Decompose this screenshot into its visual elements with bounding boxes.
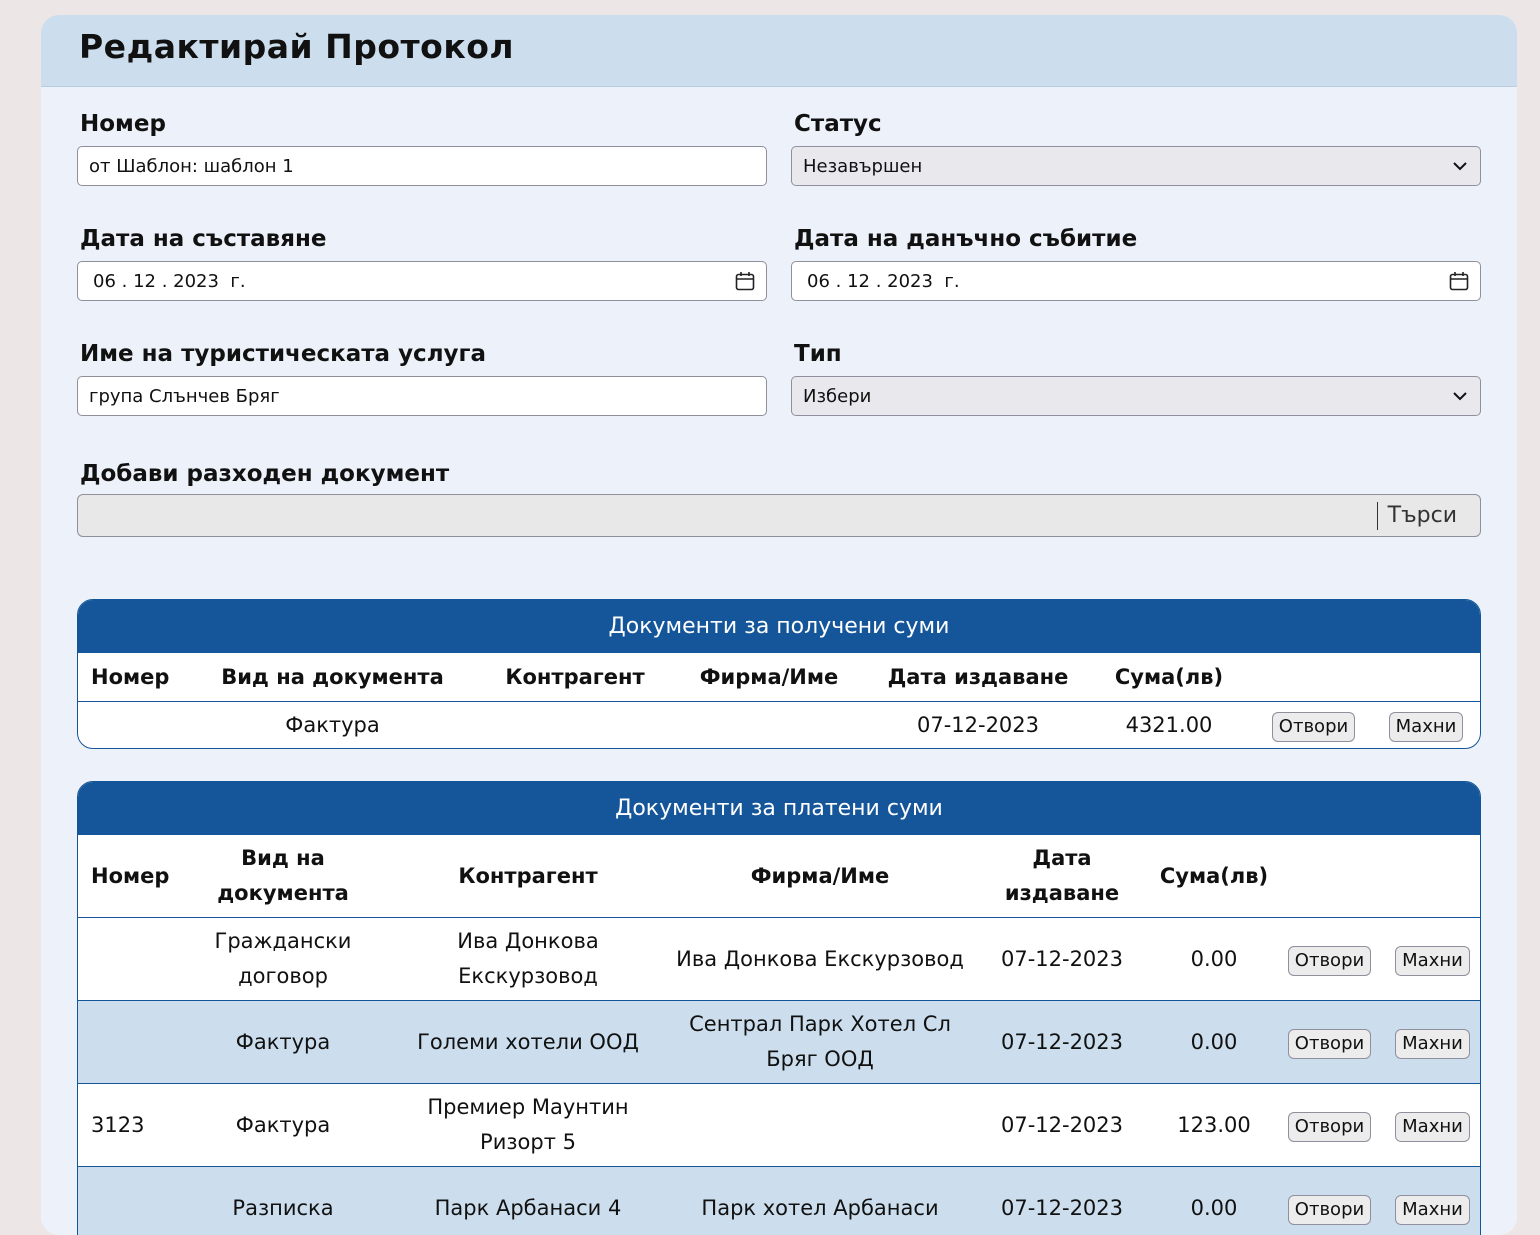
status-select[interactable] [791, 146, 1481, 186]
type-select-value: Избери [803, 386, 871, 407]
cell-date: 07-12-2023 [972, 918, 1152, 1001]
received-docs-table [77, 599, 1481, 749]
col-doc-type: Вид на документа [178, 835, 388, 918]
col-company: Фирма/Име [663, 653, 875, 702]
paid-docs-table [77, 781, 1481, 1235]
page-title: Редактирай Протокол [79, 27, 514, 66]
col-remove [1370, 653, 1481, 702]
number-input[interactable] [77, 146, 767, 186]
open-button[interactable]: Отвори [1272, 712, 1355, 742]
col-amount: Сума(лв) [1152, 835, 1276, 918]
cell-counterparty [487, 702, 663, 749]
table-row [78, 1167, 1481, 1235]
type-select[interactable] [791, 376, 1481, 416]
open-button[interactable]: Отвори [1288, 1029, 1371, 1059]
col-date: Дата издаване [972, 835, 1152, 918]
cell-number [78, 702, 178, 749]
remove-button[interactable]: Махни [1395, 1195, 1470, 1225]
col-counterparty: Контрагент [388, 835, 668, 918]
cell-amount: 0.00 [1152, 918, 1276, 1001]
col-amount: Сума(лв) [1081, 653, 1257, 702]
search-divider [1377, 502, 1378, 530]
expense-search-input[interactable] [77, 494, 1481, 537]
cell-company [668, 1084, 972, 1167]
status-select-value: Незавършен [803, 156, 922, 177]
paid-table-title: Документи за платени суми [78, 782, 1480, 835]
cell-amount: 0.00 [1152, 1167, 1276, 1235]
cell-company: Парк хотел Арбанаси [668, 1167, 972, 1235]
col-number: Номер [78, 835, 178, 918]
table-header-row [78, 835, 1481, 918]
edit-protocol-card [41, 15, 1517, 1235]
col-open [1276, 835, 1383, 918]
service-name-value: група Слънчев Бряг [89, 386, 280, 407]
table-row [78, 702, 1481, 749]
cell-doc-type: Граждански договор [178, 918, 388, 1001]
open-button[interactable]: Отвори [1288, 946, 1371, 976]
cell-doc-type: Фактура [178, 1001, 388, 1084]
remove-button[interactable]: Махни [1395, 946, 1470, 976]
cell-date: 07-12-2023 [875, 702, 1081, 749]
tax-date-label: Дата на данъчно събитие [794, 226, 1137, 252]
search-button[interactable]: Търси [1388, 503, 1457, 528]
cell-number [78, 1167, 178, 1235]
cell-company [663, 702, 875, 749]
number-input-value: от Шаблон: шаблон 1 [89, 156, 294, 177]
remove-button[interactable]: Махни [1389, 712, 1464, 742]
cell-amount: 4321.00 [1081, 702, 1257, 749]
type-label: Тип [794, 341, 842, 367]
col-number: Номер [78, 653, 178, 702]
cell-counterparty: Парк Арбанаси 4 [388, 1167, 668, 1235]
chevron-down-icon [1453, 391, 1467, 401]
col-counterparty: Контрагент [487, 653, 663, 702]
compose-date-value: 06 . 12 . 2023 г. [93, 271, 246, 292]
cell-date: 07-12-2023 [972, 1167, 1152, 1235]
cell-doc-type: Разписка [178, 1167, 388, 1235]
cell-number: 3123 [78, 1084, 178, 1167]
table-header-row [78, 653, 1481, 702]
calendar-icon[interactable] [1449, 271, 1469, 291]
cell-doc-type: Фактура [178, 702, 487, 749]
table-row [78, 1084, 1481, 1167]
cell-amount: 0.00 [1152, 1001, 1276, 1084]
cell-company: Ива Донкова Екскурзовод [668, 918, 972, 1001]
compose-date-label: Дата на съставяне [80, 226, 327, 252]
open-button[interactable]: Отвори [1288, 1112, 1371, 1142]
number-label: Номер [80, 111, 166, 137]
cell-number [78, 918, 178, 1001]
cell-date: 07-12-2023 [972, 1084, 1152, 1167]
service-name-label: Име на туристическата услуга [80, 341, 486, 367]
received-table-title: Документи за получени суми [78, 600, 1480, 653]
calendar-icon[interactable] [735, 271, 755, 291]
chevron-down-icon [1453, 161, 1467, 171]
cell-counterparty: Ива Донкова Екскурзовод [388, 918, 668, 1001]
cell-counterparty: Премиер Маунтин Ризорт 5 [388, 1084, 668, 1167]
tax-date-value: 06 . 12 . 2023 г. [807, 271, 960, 292]
cell-number [78, 1001, 178, 1084]
cell-date: 07-12-2023 [972, 1001, 1152, 1084]
cell-company: Сентрал Парк Хотел Сл Бряг ООД [668, 1001, 972, 1084]
card-header [41, 15, 1517, 87]
col-open [1257, 653, 1370, 702]
remove-button[interactable]: Махни [1395, 1029, 1470, 1059]
col-company: Фирма/Име [668, 835, 972, 918]
tax-date-input[interactable] [791, 261, 1481, 301]
table-row [78, 918, 1481, 1001]
table-row [78, 1001, 1481, 1084]
service-name-input[interactable] [77, 376, 767, 416]
add-expense-label: Добави разходен документ [80, 461, 449, 487]
col-date: Дата издаване [875, 653, 1081, 702]
remove-button[interactable]: Махни [1395, 1112, 1470, 1142]
cell-amount: 123.00 [1152, 1084, 1276, 1167]
col-remove [1383, 835, 1481, 918]
status-label: Статус [794, 111, 882, 137]
compose-date-input[interactable] [77, 261, 767, 301]
cell-doc-type: Фактура [178, 1084, 388, 1167]
cell-counterparty: Големи хотели ООД [388, 1001, 668, 1084]
col-doc-type: Вид на документа [178, 653, 487, 702]
open-button[interactable]: Отвори [1288, 1195, 1371, 1225]
